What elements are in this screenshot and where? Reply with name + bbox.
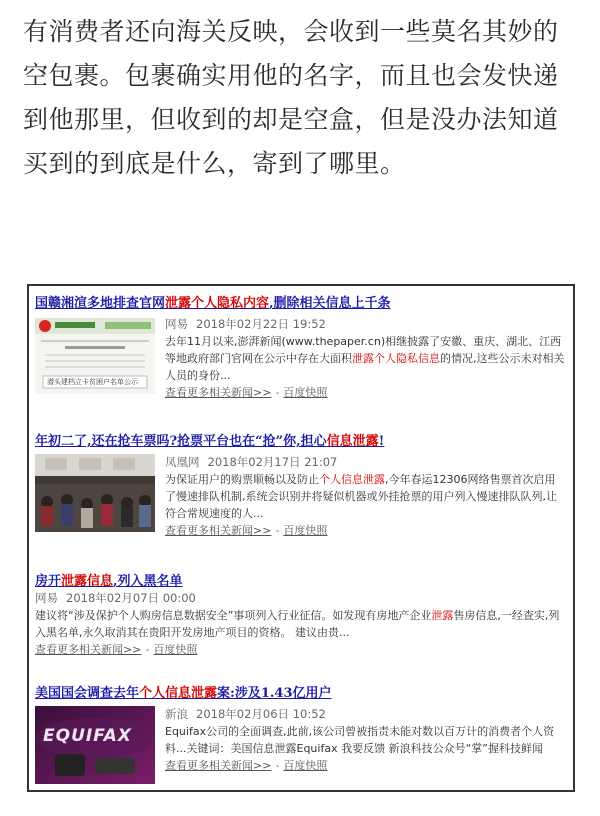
result-snippet: 为保证用户的购票顺畅以及防止个人信息泄露,今年春运12306网络售票首次启用了慢速排队机制,系统会识别并将疑似机器或外挂抢票的用户列入慢速排队队列,让符合常规速度的人...	[165, 473, 557, 520]
result-time: 2018年02月22日 19:52	[196, 317, 326, 331]
more-related-news-link[interactable]: 查看更多相关新闻>>	[35, 643, 142, 656]
result-time: 2018年02月17日 21:07	[207, 455, 338, 469]
baidu-snapshot-link[interactable]: 百度快照	[283, 759, 328, 772]
result-snippet: 建议将“涉及保护个人购房信息数据安全”事项列入行业征信。如发现有房地产企业泄露售房信息,一经查实,列入黑名单,永久取消其在贵阳开发房地产项目的资格。 建议由贵...	[35, 609, 560, 639]
equifax-logo-text: EQUIFAX	[43, 726, 132, 746]
result-time: 2018年02月07日 00:00	[66, 591, 196, 605]
result-meta	[165, 706, 565, 723]
baidu-snapshot-link[interactable]: 百度快照	[283, 386, 328, 399]
result-thumbnail[interactable]	[35, 454, 155, 532]
result-links: 查看更多相关新闻>> - 百度快照	[35, 643, 198, 656]
more-related-news-link[interactable]: 查看更多相关新闻>>	[165, 386, 272, 399]
result-title-link[interactable]: 美国国会调查去年个人信息泄露案:涉及1.43亿用户	[35, 686, 332, 701]
result-source: 网易	[165, 317, 188, 331]
result-time: 2018年02月06日 10:52	[196, 707, 326, 721]
result-title-link[interactable]: 房开泄露信息,列入黑名单	[35, 574, 183, 589]
result-title-link[interactable]: 国赣湘渲多地排查官网泄露个人隐私内容,删除相关信息上千条	[35, 296, 391, 311]
result-thumbnail[interactable]	[35, 318, 155, 394]
result-snippet: 去年11月以来,澎湃新闻(www.thepaper.cn)相继披露了安徽、重庆、湖北、江西等地政府部门官网在公示中存在大面积泄露个人隐私信息的情况,这些公示未对相关人员的身份...	[165, 335, 565, 382]
news-result	[35, 430, 567, 537]
result-meta	[35, 590, 563, 607]
result-thumbnail[interactable]	[35, 706, 155, 784]
result-links: 查看更多相关新闻>> - 百度快照	[165, 386, 328, 399]
thumbnail-caption: 潜头建档立卡贫困户名单公示	[47, 378, 138, 386]
result-source: 网易	[35, 591, 58, 605]
result-meta	[165, 454, 565, 471]
baidu-snapshot-link[interactable]: 百度快照	[153, 643, 198, 656]
baidu-snapshot-link[interactable]: 百度快照	[283, 524, 328, 537]
result-title-link[interactable]: 年初二了,还在抢车票吗?抢票平台也在“抢”你,担心信息泄露!	[35, 434, 385, 449]
result-source: 新浪	[165, 707, 188, 721]
more-related-news-link[interactable]: 查看更多相关新闻>>	[165, 759, 272, 772]
news-result	[35, 292, 567, 399]
more-related-news-link[interactable]: 查看更多相关新闻>>	[165, 524, 272, 537]
news-result	[35, 570, 567, 656]
result-links: 查看更多相关新闻>> - 百度快照	[165, 759, 328, 772]
article-paragraph: 有消费者还向海关反映，会收到一些莫名其妙的空包裹。包裹确实用他的名字，而且也会发快递到他那里，但收到的却是空盒，但是没办法知道买到的到底是什么，寄到了哪里。	[23, 17, 559, 178]
result-source: 凤凰网	[165, 455, 200, 469]
news-result	[35, 682, 567, 772]
result-links: 查看更多相关新闻>> - 百度快照	[165, 524, 328, 537]
result-snippet: Equifax公司的全面调查,此前,该公司曾被指责未能对数以百万计的消费者个人资料...关键词：美国信息泄露Equifax 我要反馈 新浪科技公众号“掌”握科技鲜闻	[165, 725, 555, 755]
train-station-crowd-icon	[35, 454, 155, 532]
news-screenshot	[27, 284, 575, 792]
result-meta	[165, 316, 565, 333]
